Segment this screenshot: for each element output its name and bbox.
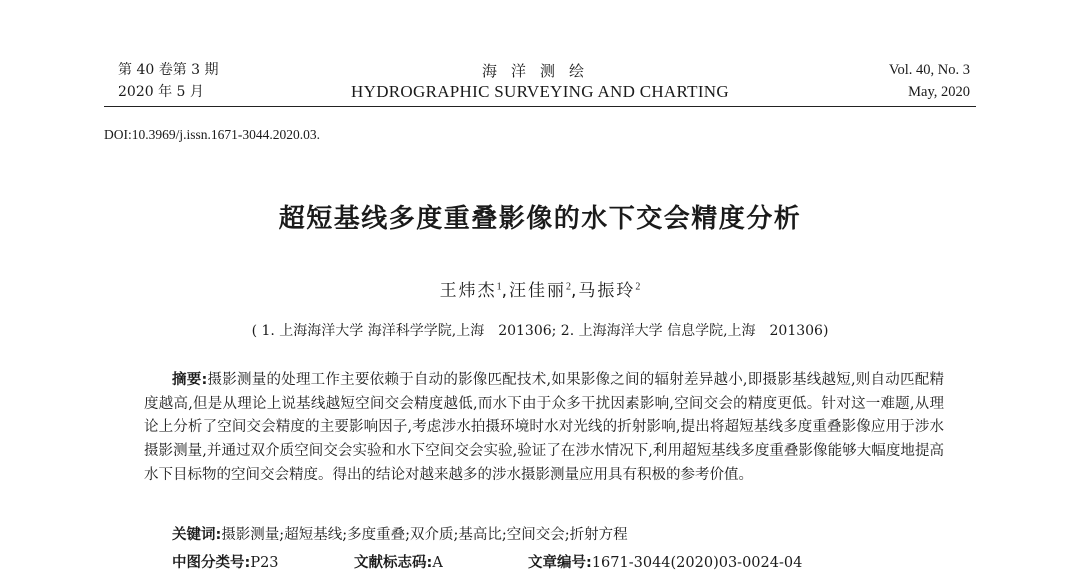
volume-issue: 第 40 卷第 3 期 [118,62,219,78]
author-name: 马振玲 [578,281,636,301]
clc-value: P23 [250,555,279,571]
clc-label: 中图分类号: [172,555,251,571]
author-separator: , [571,281,579,301]
document-code [354,551,443,572]
doc-code-label: 文献标志码: [354,555,433,571]
keywords-label: 关键词: [172,527,222,543]
paper-title: 超短基线多度重叠影像的水下交会精度分析 [278,204,802,234]
author-affiliation-mark: 1 [496,281,502,293]
abstract [144,369,944,488]
doi[interactable]: DOI:10.3969/j.issn.1671-3044.2020.03. [104,127,320,142]
abstract-text: 摄影测量的处理工作主要依赖于自动的影像匹配技术,如果影像之间的辐射差异越小,即摄影基线越短,则自动匹配精度越高,但是从理论上说基线越短空间交会精度越低,而水下由于众多干扰因素影响,空间交会的精度更低。针对这一难题,从理论上分析了空间交会精度的主要影响因子,考虑涉水拍摄环境时水对光线的折射影响,提出将超短基线多度重叠影像应用于涉水摄影测量,并通过双介质空间交会实验和水下空间交会实验,验证了在涉水情况下,利用超短基线多度重叠影像能够大幅度地提高水下目标物的空间交会精度。得出的结论对越来越多的涉水摄影测量应用具有积极的参考价值。 [144,372,944,483]
article-number-value: 1671-3044(2020)03-0024-04 [591,555,803,571]
journal-title-en: HYDROGRAPHIC SURVEYING AND CHARTING [351,82,729,101]
doc-code-value: A [432,555,443,571]
article-number [528,551,802,572]
article-number-label: 文章编号: [528,555,592,571]
author-list [0,276,1080,301]
author-separator: , [501,281,509,301]
abstract-label: 摘要: [172,372,208,388]
header-rule [104,106,976,107]
author-name: 汪佳丽 [509,281,566,301]
publication-date-en: May, 2020 [908,84,970,100]
clc-number [172,551,279,572]
keywords [172,523,628,544]
publication-date: 2020 年 5 月 [118,84,204,100]
author-affiliation-mark: 2 [566,281,571,293]
affiliations: ( 1. 上海海洋大学 海洋科学学院,上海 201306; 2. 上海海洋大学 信息学院,上海 201306) [251,323,829,339]
author-name: 王炜杰 [439,281,497,301]
journal-title-cn: 海洋测绘 [481,62,598,80]
keywords-text: 摄影测量;超短基线;多度重叠;双介质;基高比;空间交会;折射方程 [221,527,628,543]
author-affiliation-mark: 2 [635,281,641,293]
volume-issue-en: Vol. 40, No. 3 [888,62,970,78]
